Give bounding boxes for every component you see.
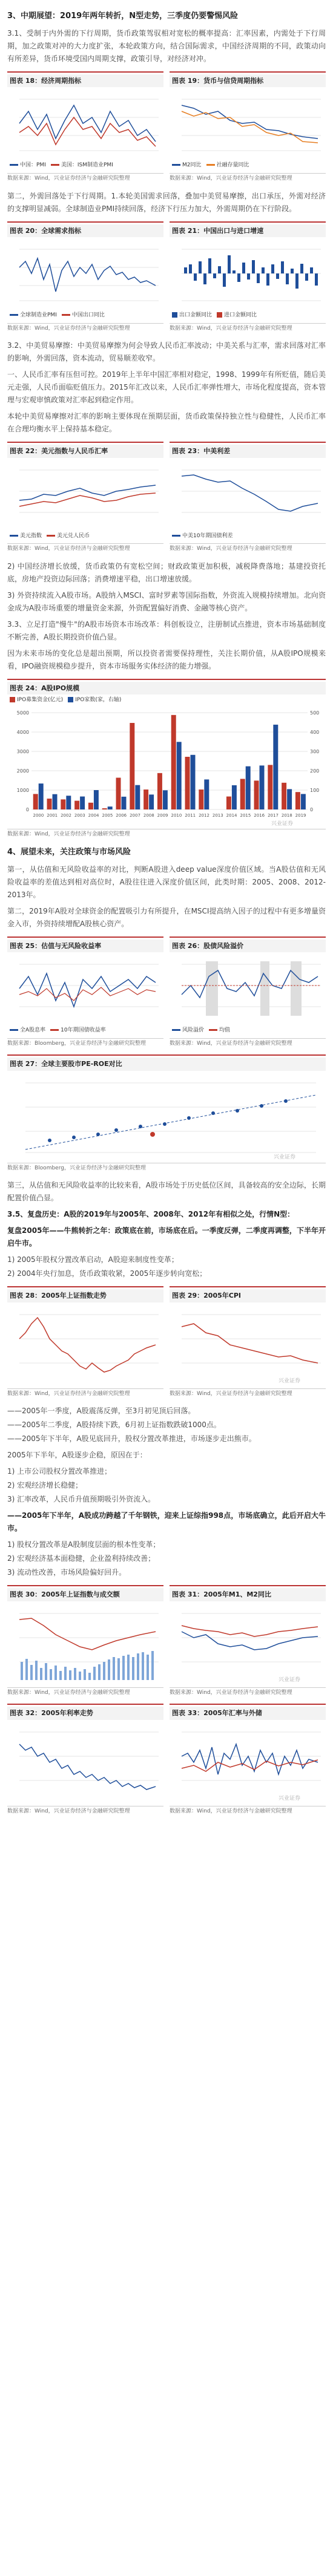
figure-source: 数据来源：Wind，兴业证券经济与金融研究院整理 [7, 829, 326, 840]
x-tick-label: 2016 [254, 813, 265, 818]
x-tick-label: 2017 [268, 813, 279, 818]
x-tick-label: 2004 [88, 813, 99, 818]
paragraph: 3) 外资持续流入A股市场。A股纳入MSCI、富时罗素等国际指数，外资流入规模持续增加。北向资金成为A股市场重要的增量资金来源，外资配置偏好消费、金融等核心资产。 [7, 591, 326, 612]
paragraph: 第二，外需回落处于下行周期。1.本轮美国需求回落，叠加中美贸易摩擦，出口承压，外需对经济的支撑明显减弱。全球制造业PMI持续回落，经济下行压力加大，外需周期仍在下行阶段。 [7, 191, 326, 213]
bar-ipo-count [177, 742, 182, 809]
figure-source: 数据来源：Wind，兴业证券经济与金融研究院整理 [170, 543, 326, 554]
x-tick-label: 2013 [212, 813, 223, 818]
figure-title: 图表 28：2005年上证指数走势 [7, 1289, 163, 1302]
figure-31-chart [170, 1601, 326, 1686]
y-tick-label: 3000 [16, 749, 29, 754]
figure-source: 数据来源：Wind，兴业证券经济与金融研究院整理 [7, 1687, 163, 1698]
paragraph: 第二，2019年A股对全球资金的配置吸引力有所提升，在MSCI提高纳入因子的过程中有更多增量资金入市，外资持续增配A股核心资产。 [7, 906, 326, 928]
paragraph: 3.1、受制于内外需的下行周期，货币政策驾驭相对宽松的概率提高：汇率因素，内需处于下行周期，加之政策对冲的大力度扩张，本轮政策方向，结合国际需求，中国经济周期的不同，政策动向有所差异，货币环境受国内周期支撑，政策引导，对经济对冲。 [7, 28, 326, 63]
figure-legend [7, 531, 163, 543]
figure-source: 数据来源：Wind，兴业证券经济与金融研究院整理 [170, 323, 326, 334]
y-tick-label: 4000 [16, 730, 29, 735]
figure-title: 图表 24：A股IPO规模 [7, 682, 326, 695]
bar-ipo-amount [33, 794, 38, 809]
x-tick-label: 2006 [116, 813, 127, 818]
figure-18 [7, 71, 163, 184]
legend-item: 全球制造业PMI [10, 311, 57, 321]
bar-ipo-amount [74, 801, 79, 809]
figure-title: 图表 29：2005年CPI [170, 1289, 326, 1302]
bar-ipo-amount [143, 789, 148, 809]
figure-legend [170, 310, 326, 322]
figure-title: 图表 23：中美利差 [170, 445, 326, 457]
figure-19-chart [170, 87, 326, 160]
figure-29 [170, 1286, 326, 1399]
bar-ipo-amount [199, 789, 203, 809]
bar-ipo-amount [157, 773, 162, 809]
list-item: 2) 2004年央行加息，货币政策收紧，2005年逐步转向宽松； [7, 1269, 207, 1278]
legend-item: 中美10年期国债利差 [172, 532, 232, 541]
bar-ipo-count [53, 794, 58, 809]
figure-title: 图表 19：货币与信贷周期指标 [170, 74, 326, 87]
bar-ipo-count [191, 755, 196, 809]
figure-21 [170, 221, 326, 334]
paragraph: 本轮中美贸易摩擦对汇率的影响主要体现在预期层面，货币政策保持独立性与稳健性，人民币汇率在合理均衡水平上保持基本稳定。 [7, 412, 326, 434]
figure-source: 数据来源：Wind，兴业证券经济与金融研究院整理 [170, 173, 326, 184]
y-tick-label: 0 [25, 807, 29, 812]
paragraph: ——2005年下半年，A股成功跨越了千年钢铁，迎来上证综指998点，市场底确立，此后开启大牛市。 [7, 1511, 326, 1533]
section-3-heading: 3、中期展望：2019年两年转折，N型走势，三季度仍要警惕风险 [7, 11, 239, 21]
bar-ipo-amount [240, 779, 245, 809]
bar-ipo-count [260, 765, 265, 809]
figure-24-chart [7, 707, 326, 828]
svg-text:兴业证券: 兴业证券 [279, 1378, 301, 1384]
y-tick-label: 2000 [16, 768, 29, 774]
figure-26 [170, 937, 326, 1049]
y2-tick-label: 100 [310, 788, 320, 793]
figure-title: 图表 22：美元指数与人民币汇率 [7, 445, 163, 457]
figure-source: 数据来源：Bloomberg，兴业证券经济与金融研究院整理 [7, 1038, 163, 1049]
bar-ipo-count [135, 785, 140, 809]
y-tick-label: 1000 [16, 788, 29, 793]
figure-legend [7, 695, 326, 707]
bar-ipo-count [287, 789, 292, 809]
legend-item: 美国：ISM制造业PMI [51, 161, 113, 171]
figure-row-30-31 [7, 1585, 326, 1698]
x-tick-label: 2018 [281, 813, 292, 818]
figure-32 [7, 1704, 163, 1816]
figure-row-22-23 [7, 442, 326, 554]
figure-row-25-26 [7, 937, 326, 1049]
bar-ipo-count [108, 806, 113, 809]
figure-title: 图表 31：2005年M1、M2同比 [170, 1588, 326, 1601]
paragraph: 3.3、立足打造"慢牛"的A股市场资本市场改革：科创板设立，注册制试点推进，资本市场基础制度不断完善，A股长期投资价值凸显。 [7, 620, 326, 641]
bar-ipo-count [301, 794, 306, 809]
paragraph: 2) 中国经济增长放缓，货币政策仍有宽松空间；财政政策更加积极，减税降费落地；基建投资托底，房地产投资边际回落；消费增速平稳，出口增速放缓。 [7, 562, 326, 583]
figure-28 [7, 1286, 163, 1399]
legend-item: 美元指数 [10, 532, 42, 541]
y2-tick-label: 400 [310, 730, 320, 735]
figure-title: 图表 30：2005年上证指数与成交额 [7, 1588, 163, 1601]
bar-ipo-count [163, 790, 168, 809]
figure-source: 数据来源：Wind，兴业证券经济与金融研究院整理 [170, 1388, 326, 1399]
x-tick-label: 2009 [157, 813, 168, 818]
figure-25 [7, 937, 163, 1049]
figure-legend [170, 531, 326, 543]
y-tick-label: 5000 [16, 710, 29, 716]
x-tick-label: 2008 [143, 813, 154, 818]
bar-ipo-amount [185, 757, 190, 809]
legend-item: 出口金额同比 [172, 311, 212, 321]
figure-27 [7, 1054, 326, 1173]
x-tick-label: 2014 [226, 813, 237, 818]
list-item: 3) 流动性改善，市场风险偏好回升。 [7, 1568, 127, 1577]
paragraph: 因为未来市场的变化总是超出预期，所以投资者需要保持理性，关注长期价值，从A股IPO规模来看，IPO融资规模稳步提升，资本市场服务实体经济的能力增强。 [7, 649, 326, 670]
figure-legend [7, 1025, 163, 1037]
figure-title: 图表 25：估值与无风险收益率 [7, 940, 163, 952]
bar-ipo-count [246, 767, 251, 809]
bar-ipo-count [66, 796, 71, 809]
legend-item: 风险溢价 [172, 1026, 204, 1036]
x-tick-label: 2007 [130, 813, 140, 818]
list-item: 1) 2005年股权分置改革启动，A股迎来制度性变革； [7, 1255, 179, 1264]
bar-ipo-count [232, 785, 237, 809]
legend-item: 均值 [209, 1026, 230, 1036]
figure-source: 数据来源：Bloomberg，兴业证券经济与金融研究院整理 [7, 1163, 326, 1174]
bar-ipo-count [80, 797, 85, 809]
figure-24 [7, 679, 326, 840]
figure-row-20-21 [7, 221, 326, 334]
paragraph: 一、人民币汇率有压但可控。2019年上半年中国汇率相对稳定，1998、1999年有所贬值，随后美元走强，人民币面临贬值压力。2015年汇改以来，人民币汇率弹性增大，市场化程度提高，资本管理与宏观审慎政策对汇率起到稳定作用。 [7, 370, 326, 405]
watermark: 兴业证券 [271, 821, 294, 827]
bar-ipo-amount [61, 799, 65, 809]
x-tick-label: 2000 [33, 813, 44, 818]
figure-30 [7, 1585, 163, 1698]
figure-28-chart [7, 1303, 163, 1387]
y2-tick-label: 300 [310, 749, 320, 754]
paragraph: 2005年下半年，A股逐步企稳，原因在于： [7, 1451, 147, 1460]
bar-ipo-amount [88, 803, 93, 809]
figure-row-18-19 [7, 71, 326, 184]
figure-title: 图表 26：股债风险溢价 [170, 940, 326, 952]
figure-source: 数据来源：Wind，兴业证券经济与金融研究院整理 [7, 1388, 163, 1399]
legend-item: M2同比 [172, 161, 202, 171]
figure-29-chart [170, 1303, 326, 1387]
bar-ipo-amount [295, 792, 300, 809]
x-tick-label: 2003 [74, 813, 85, 818]
y2-tick-label: 500 [310, 710, 320, 716]
figure-source: 数据来源：Wind，兴业证券经济与金融研究院整理 [170, 1038, 326, 1049]
x-tick-label: 2015 [240, 813, 251, 818]
figure-22-chart [7, 458, 163, 531]
figure-source: 数据来源：Wind，兴业证券经济与金融研究院整理 [170, 1687, 326, 1698]
bar-ipo-amount [226, 797, 231, 809]
figure-source: 数据来源：Wind，兴业证券经济与金融研究院整理 [7, 543, 163, 554]
svg-text:兴业证券: 兴业证券 [279, 1676, 301, 1683]
figure-20-chart [7, 237, 163, 310]
x-tick-label: 2010 [171, 813, 182, 818]
figure-title: 图表 21：中国出口与进口增速 [170, 224, 326, 237]
figure-legend [7, 310, 163, 322]
paragraph: 第一，从估值和无风险收益率的对比，判断A股进入deep value深度价值区域。当A股估值和无风险收益率的差值达到相对高位时，A股往往进入深度价值区间，此类时期：2005、2008、2012-2013年。 [7, 865, 326, 899]
figure-26-chart [170, 952, 326, 1025]
x-tick-label: 2005 [102, 813, 113, 818]
legend-item: 中国出口同比 [62, 311, 105, 321]
list-item: ——2005年下半年，A股见底回升，股权分置改革推进，市场逐步走出熊市。 [7, 1434, 256, 1443]
legend-item: 中国：PMI [10, 161, 46, 171]
paragraph: 3.2、中美贸易摩擦：中美贸易摩擦为何会导致人民币汇率波动；中美关系与汇率，需求回落对汇率的影响，外需回落，资本流动，贸易顺差收窄。 [7, 341, 326, 363]
bar-ipo-amount [116, 778, 121, 809]
figure-row-32-33 [7, 1704, 326, 1816]
bar-ipo-amount [102, 808, 107, 809]
bar-ipo-count [39, 783, 44, 809]
figure-23-chart [170, 458, 326, 531]
figure-32-chart [7, 1720, 163, 1805]
legend-item: 美元兑人民币 [47, 532, 90, 541]
list-item: 1) 上市公司股权分置改革推进； [7, 1467, 112, 1476]
bar-ipo-amount [47, 799, 52, 809]
bar-ipo-count [149, 794, 154, 809]
figure-31 [170, 1585, 326, 1698]
y2-tick-label: 0 [310, 807, 314, 812]
bar-ipo-count [273, 725, 278, 809]
figure-33-chart [170, 1720, 326, 1805]
figure-legend [170, 1025, 326, 1037]
figure-title: 图表 32：2005年利率走势 [7, 1707, 163, 1719]
x-tick-label: 2001 [47, 813, 58, 818]
figure-title: 图表 27：全球主要股市PE-ROE对比 [7, 1058, 326, 1070]
figure-source: 数据来源：Wind，兴业证券经济与金融研究院整理 [7, 1806, 163, 1817]
bar-ipo-count [204, 779, 209, 809]
bar-ipo-amount [130, 723, 134, 809]
figure-23 [170, 442, 326, 554]
legend-item: 社融存量同比 [206, 161, 249, 171]
list-item: ——2005年一季度，A股震荡反弹，至3月初见顶后回落。 [7, 1407, 196, 1416]
list-item: 2) 宏观经济基本面稳健，企业盈利持续改善； [7, 1554, 156, 1563]
list-item: 3) 汇率改革，人民币升值预期吸引外资流入。 [7, 1495, 156, 1504]
figure-18-chart [7, 87, 163, 160]
x-tick-label: 2011 [185, 813, 196, 818]
figure-source: 数据来源：Wind，兴业证券经济与金融研究院整理 [170, 1806, 326, 1817]
figure-title: 图表 33：2005年汇率与外储 [170, 1707, 326, 1719]
y2-tick-label: 200 [310, 768, 320, 774]
x-tick-label: 2002 [61, 813, 71, 818]
x-tick-label: 2019 [295, 813, 306, 818]
paragraph: 3.5、复盘历史：A股的2019年与2005年、2008年、2012年有相似之处，行情N型： [7, 1210, 295, 1219]
figure-title: 图表 20：全球需求指标 [7, 224, 163, 237]
bar-ipo-amount [254, 780, 259, 809]
paragraph: 复盘2005年——牛熊转折之年：政策底在前，市场底在后。一季度反弹，二季度再调整，下半年开启牛市。 [7, 1226, 326, 1248]
legend-item: IPO募集资金(亿元) [10, 696, 63, 705]
figure-19 [170, 71, 326, 184]
list-item: 2) 宏观经济增长稳健； [7, 1481, 83, 1490]
figure-27-chart [7, 1071, 326, 1162]
bar-ipo-amount [171, 715, 176, 809]
figure-25-chart [7, 952, 163, 1025]
list-item: 1) 股权分置改革是A股制度层面的根本性变革； [7, 1540, 160, 1549]
bar-ipo-amount [282, 783, 286, 809]
legend-item: 进口金额同比 [217, 311, 257, 321]
bar-ipo-count [122, 797, 127, 809]
legend-item: 全A股息率 [10, 1026, 45, 1036]
figure-source: 数据来源：Wind，兴业证券经济与金融研究院整理 [7, 173, 163, 184]
legend-item: IPO家数(家，右轴) [68, 696, 121, 705]
figure-22 [7, 442, 163, 554]
figure-21-chart [170, 237, 326, 310]
svg-text:兴业证券: 兴业证券 [274, 1154, 296, 1160]
figure-33 [170, 1704, 326, 1816]
figure-row-28-29 [7, 1286, 326, 1399]
figure-30-chart [7, 1601, 163, 1686]
bar-ipo-amount [268, 765, 272, 809]
bar-ipo-count [94, 790, 99, 809]
list-item: ——2005年二季度，A股持续下跌，6月初上证指数跌破1000点。 [7, 1420, 221, 1430]
legend-item: 10年期国债收益率 [50, 1026, 105, 1036]
figure-20 [7, 221, 163, 334]
figure-legend [170, 160, 326, 172]
x-tick-label: 2012 [199, 813, 209, 818]
figure-title: 图表 18：经济周期指标 [7, 74, 163, 87]
figure-legend [7, 160, 163, 172]
figure-source: 数据来源：Wind，兴业证券经济与金融研究院整理 [7, 323, 163, 334]
section-4-heading: 4、展望未来，关注政策与市场风险 [7, 847, 131, 857]
svg-text:兴业证券: 兴业证券 [279, 1795, 301, 1802]
paragraph: 第三，从估值和无风险收益率的比较来看，A股市场处于历史低位区间，具备较高的安全边际，长期配置价值凸显。 [7, 1181, 326, 1203]
